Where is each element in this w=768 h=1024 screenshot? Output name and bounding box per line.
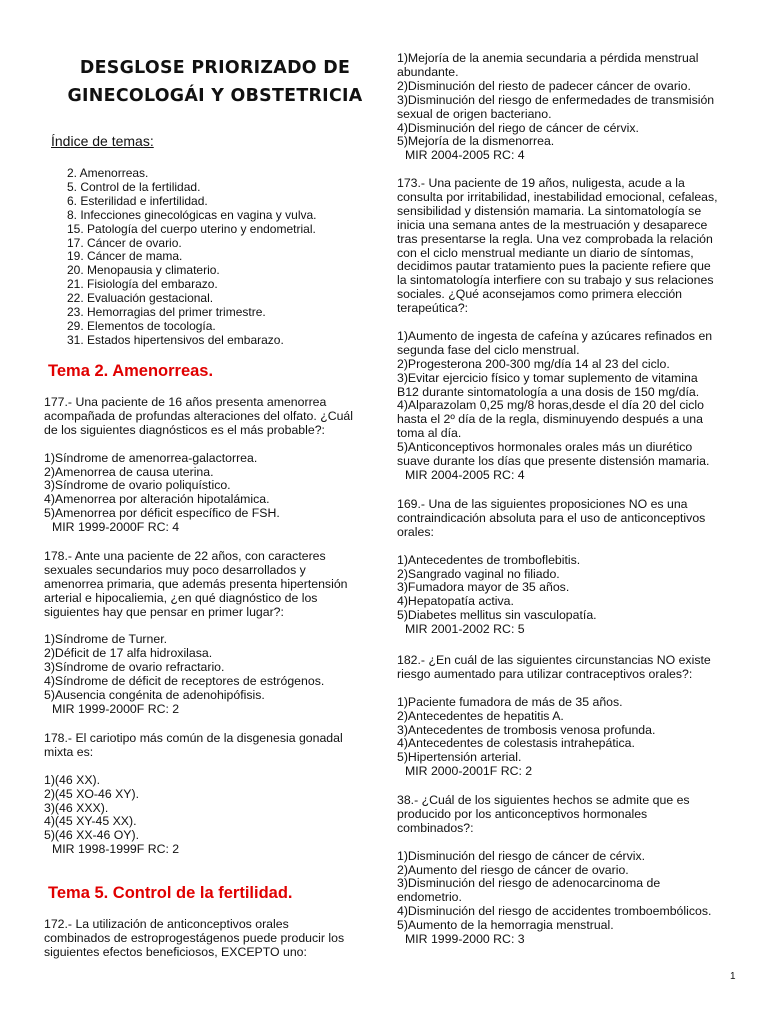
index-item: 5. Control de la fertilidad. [67,179,201,194]
question-38 [397,794,711,947]
index-item: 23. Hemorragias del primer trimestre. [67,305,266,320]
answer-option: 3)Evitar ejercicio físico y tomar suplemento de vitamina [397,370,698,385]
question-stem-line: la sintomatología interfiere con su trabajo y sus relaciones [397,273,714,288]
question-169 [397,498,705,637]
answer-option: 3)Síndrome de ovario refractario. [44,660,225,675]
question-stem-line: contraindicación absoluta para el uso de anticonceptivos [397,510,706,525]
answer-option: 4)Síndrome de déficit de receptores de estrógenos. [44,674,325,689]
exam-reference: MIR 2000-2001F RC: 2 [405,764,533,779]
question-stem-line: 178.- Ante una paciente de 22 años, con caracteres [44,549,326,563]
index-item: 21. Fisiología del embarazo. [67,277,218,292]
answer-option: 5)Mejoría de la dismenorrea. [397,134,555,149]
answer-option: 1)Disminución del riesgo de cáncer de cérvix. [397,848,646,863]
answer-option: 2)(45 XO-46 XY). [44,786,139,801]
question-stem-line: 38.- ¿Cuál de los siguientes hechos se admite que es [397,793,690,807]
exam-reference: MIR 2001-2002 RC: 5 [405,622,525,637]
question-stem-line: 172.- La utilización de anticonceptivos orales [44,917,289,931]
answer-option: 3)Antecedentes de trombosis venosa profunda. [397,722,656,737]
answer-option: 1)Síndrome de amenorrea-galactorrea. [44,450,258,465]
question-stem-line: combinados de estroprogestágenos puede producir los [44,930,345,945]
question-stem-line: siguientes hay que pensar en primer lugar?: [44,604,284,619]
answer-option: 5)Hipertensión arterial. [397,750,522,765]
answer-option: 2)Antecedentes de hepatitis A. [397,708,564,723]
answer-option: 5)Diabetes mellitus sin vasculopatía. [397,608,597,623]
answer-option: 3)Síndrome de ovario poliquístico. [44,478,231,493]
question-stem-line: amenorrea primaria, que además presenta hipertensión [44,576,348,591]
exam-reference: MIR 1999-2000F RC: 4 [52,520,180,535]
answer-option: 3)Disminución del riesgo de adenocarcinoma de [397,876,661,891]
document-title-line-1: DESGLOSE PRIORIZADO DE [79,58,351,78]
question-stem-line: combinados?: [397,820,474,835]
exam-reference: MIR 1999-2000F RC: 2 [52,701,180,716]
page-number: 1 [730,971,736,982]
exam-reference: MIR 1998-1999F RC: 2 [52,842,180,857]
question-stem-line: sociales. ¿Qué aconsejamos como primera elección [397,287,683,302]
question-stem-line: arterial e hipocaliemia, ¿en qué diagnóstico de los [44,590,318,605]
question-178-b [44,732,343,857]
question-stem-line: 177.- Una paciente de 16 años presenta amenorrea [44,395,327,409]
question-178-a [44,550,348,717]
answer-option: 1)Paciente fumadora de más de 35 años. [397,694,623,709]
question-stem-line: consulta por irritabilidad, inestabilidad emocional, cefaleas, [397,189,718,204]
answer-option: sexual de origen bacteriano. [397,106,552,121]
question-stem-line: sexuales secundarios muy poco desarrollados y [44,562,306,577]
exam-reference: MIR 2004-2005 RC: 4 [405,148,525,163]
answer-option: 2)Sangrado vaginal no filiado. [397,566,560,581]
question-stem-line: tras presentarse la regla. Una vez comprobada la relación [397,231,713,246]
question-stem-line: 178.- El cariotipo más común de la disgenesia gonadal [44,731,343,745]
question-stem-line: acompañada de profundas alteraciones del olfato. ¿Cuál [44,408,353,423]
question-172-options [397,52,714,163]
question-stem-line: decidimos pautar tratamiento pues la paciente refiere que [397,259,711,274]
answer-option: 5)Ausencia congénita de adenohipófisis. [44,688,265,703]
question-stem-line: terapeútica?: [397,301,469,316]
index-item: 20. Menopausia y climaterio. [67,263,220,278]
answer-option: 1)Mejoría de la anemia secundaria a pérdida menstrual [397,51,699,65]
index-heading: Índice de temas: [51,133,154,149]
question-stem-line: inicia una semana antes de la mestruación y desaparece [397,217,708,232]
question-stem-line: 182.- ¿En cuál de las siguientes circunstancias NO existe [397,653,711,667]
answer-option: 4)Amenorrea por alteración hipotalámica. [44,492,270,507]
question-stem-line: producido por los anticonceptivos hormonales [397,806,648,821]
question-stem-line: orales: [397,524,434,539]
answer-option: 5)(46 XX-46 OY). [44,828,139,843]
answer-option: 4)Disminución del riego de cáncer de cérvix. [397,120,639,135]
question-177 [44,396,353,535]
question-stem-line: 169.- Una de las siguientes proposiciones NO es una [397,497,688,511]
index-item: 19. Cáncer de mama. [67,249,183,264]
question-stem-line: mixta es: [44,744,94,759]
document-title-line-2: GINECOLOGÁI Y OBSTETRICIA [67,86,363,106]
answer-option: 5)Aumento de la hemorragia menstrual. [397,918,614,933]
answer-option: 3)Fumadora mayor de 35 años. [397,580,570,595]
index-item: 22. Evaluación gestacional. [67,291,214,306]
answer-option: 5)Amenorrea por déficit específico de FSH. [44,506,280,521]
answer-option: 4)Hepatopatía activa. [397,594,514,609]
section-heading-tema-5: Tema 5. Control de la fertilidad. [48,884,293,902]
answer-option: 4)(45 XY-45 XX). [44,814,137,829]
index-item: 17. Cáncer de ovario. [67,235,182,250]
answer-option: B12 durante sintomatología a una dosis de 150 mg/día. [397,384,700,399]
question-stem-line: riesgo aumentado para utilizar contraceptivos orales?: [397,666,693,681]
answer-option: 3)(46 XXX). [44,800,109,815]
question-stem-line: de los siguientes diagnósticos es el más probable?: [44,422,325,437]
answer-option: 1)(46 XX). [44,772,101,787]
index-list [67,167,317,348]
index-item: 29. Elementos de tocología. [67,318,216,333]
answer-option: 3)Disminución del riesgo de enfermedades de transmisión [397,92,715,107]
exam-reference: MIR 2004-2005 RC: 4 [405,468,525,483]
question-173 [397,177,718,483]
index-item: 6. Esterilidad e infertilidad. [67,193,208,208]
question-stem-line: con el ciclo menstrual mediante un diario de síntomas, [397,245,694,260]
index-item: 15. Patología del cuerpo uterino y endometrial. [67,221,316,236]
answer-option: hasta el 2º día de la regla, disminuyendo después a una [397,412,703,427]
answer-option: 2)Amenorrea de causa uterina. [44,464,214,479]
index-item: 31. Estados hipertensivos del embarazo. [67,332,284,347]
answer-option: 2)Aumento del riesgo de cáncer de ovario. [397,862,629,877]
answer-option: 1)Síndrome de Turner. [44,632,168,647]
answer-option: suave durante los días que presente distensión mamaria. [397,454,710,469]
answer-option: 2)Déficit de 17 alfa hidroxilasa. [44,646,213,661]
answer-option: 1)Aumento de ingesta de cafeína y azúcares refinados en [397,328,713,343]
section-heading-tema-2: Tema 2. Amenorreas. [48,362,214,380]
question-stem-line: 173.- Una paciente de 19 años, nuligesta, acude a la [397,176,685,190]
answer-option: 5)Anticonceptivos hormonales orales más un diurético [397,440,693,455]
answer-option: abundante. [397,64,459,79]
answer-option: 4)Disminución del riesgo de accidentes tromboembólicos. [397,904,712,919]
answer-option: 2)Disminución del riesto de padecer cáncer de ovario. [397,78,691,93]
answer-option: 1)Antecedentes de tromboflebitis. [397,552,581,567]
index-item: 2. Amenorreas. [67,166,149,180]
document-title [40,54,390,110]
question-182 [397,654,711,779]
answer-option: toma al día. [397,426,462,441]
index-item: 8. Infecciones ginecológicas en vagina y vulva. [67,207,317,222]
answer-option: 4)Alparazolam 0,25 mg/8 horas,desde el día 20 del ciclo [397,398,704,413]
question-stem-line: siguientes efectos beneficiosos, EXCEPTO uno: [44,944,307,959]
answer-option: 4)Antecedentes de colestasis intrahepática. [397,736,635,751]
question-stem-line: sensibilidad y distensión mamaria. La sintomatología se [397,203,702,218]
question-172 [44,918,344,960]
exam-reference: MIR 1999-2000 RC: 3 [405,932,525,947]
answer-option: segunda fase del ciclo menstrual. [397,342,580,357]
answer-option: 2)Progesterona 200-300 mg/día 14 al 23 del ciclo. [397,356,670,371]
answer-option: endometrio. [397,890,462,905]
